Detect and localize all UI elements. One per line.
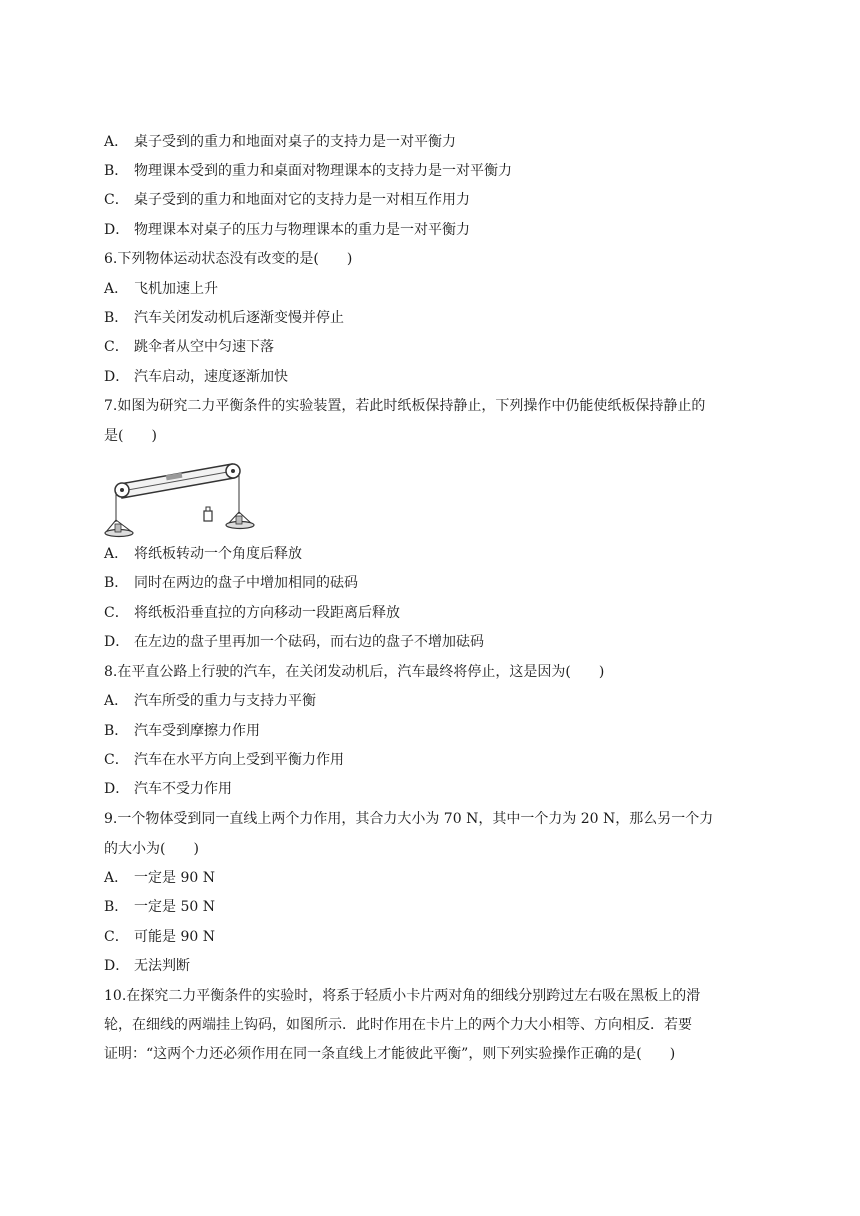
- q6-option-a: A． 飞机加速上升: [104, 281, 218, 297]
- q8-option-d: D． 汽车不受力作用: [104, 781, 232, 797]
- balance-apparatus-figure: [104, 456, 264, 538]
- q8-option-b: B． 汽车受到摩擦力作用: [104, 723, 260, 739]
- q5-option-c: C． 桌子受到的重力和地面对它的支持力是一对相互作用力: [104, 192, 470, 208]
- q9-option-b: B． 一定是 50 N: [104, 899, 215, 915]
- q7-option-b: B． 同时在两边的盘子中增加相同的砝码: [104, 575, 358, 591]
- q10-line2: 轮，在细线的两端挂上钩码，如图所示．此时作用在卡片上的两个力大小相等、方向相反．若要: [104, 1017, 692, 1033]
- pulley-apparatus-icon: [104, 456, 264, 538]
- q6-option-c: C． 跳伞者从空中匀速下落: [104, 339, 274, 355]
- q8-option-a: A． 汽车所受的重力与支持力平衡: [104, 693, 316, 709]
- q6-stem: 6.下列物体运动状态没有改变的是( ): [104, 251, 353, 267]
- q8-option-c: C． 汽车在水平方向上受到平衡力作用: [104, 752, 344, 768]
- q9-option-a: A． 一定是 90 N: [104, 870, 215, 886]
- q6-option-d: D． 汽车启动，速度逐渐加快: [104, 369, 288, 385]
- q7-stem-line1: 7.如图为研究二力平衡条件的实验装置，若此时纸板保持静止，下列操作中仍能使纸板保持静止的: [104, 398, 706, 414]
- q9-stem-line1: 9.一个物体受到同一直线上两个力作用，其合力大小为 70 N，其中一个力为 20 N，那么另一个力: [104, 811, 714, 827]
- q9-stem-line2: 的大小为( ): [104, 841, 199, 857]
- q10-line3: 证明：“这两个力还必须作用在同一条直线上才能彼此平衡”，则下列实验操作正确的是( ): [104, 1046, 676, 1062]
- q9-option-d: D． 无法判断: [104, 958, 190, 974]
- q7-option-c: C． 将纸板沿垂直拉的方向移动一段距离后释放: [104, 605, 400, 621]
- q7-option-d: D． 在左边的盘子里再加一个砝码，而右边的盘子不增加砝码: [104, 634, 484, 650]
- q7-option-a: A． 将纸板转动一个角度后释放: [104, 546, 302, 562]
- q7-stem-line2: 是( ): [104, 428, 157, 444]
- q9-option-c: C． 可能是 90 N: [104, 929, 215, 945]
- q5-option-d: D． 物理课本对桌子的压力与物理课本的重力是一对平衡力: [104, 222, 470, 238]
- q6-option-b: B． 汽车关闭发动机后逐渐变慢并停止: [104, 310, 344, 326]
- q5-option-b: B． 物理课本受到的重力和桌面对物理课本的支持力是一对平衡力: [104, 163, 512, 179]
- q10-line1: 10.在探究二力平衡条件的实验时，将系于轻质小卡片两对角的细线分别跨过左右吸在黑板上的滑: [104, 988, 701, 1004]
- q5-option-a: A． 桌子受到的重力和地面对桌子的支持力是一对平衡力: [104, 134, 456, 150]
- q8-stem: 8.在平直公路上行驶的汽车，在关闭发动机后，汽车最终将停止，这是因为( ): [104, 664, 605, 680]
